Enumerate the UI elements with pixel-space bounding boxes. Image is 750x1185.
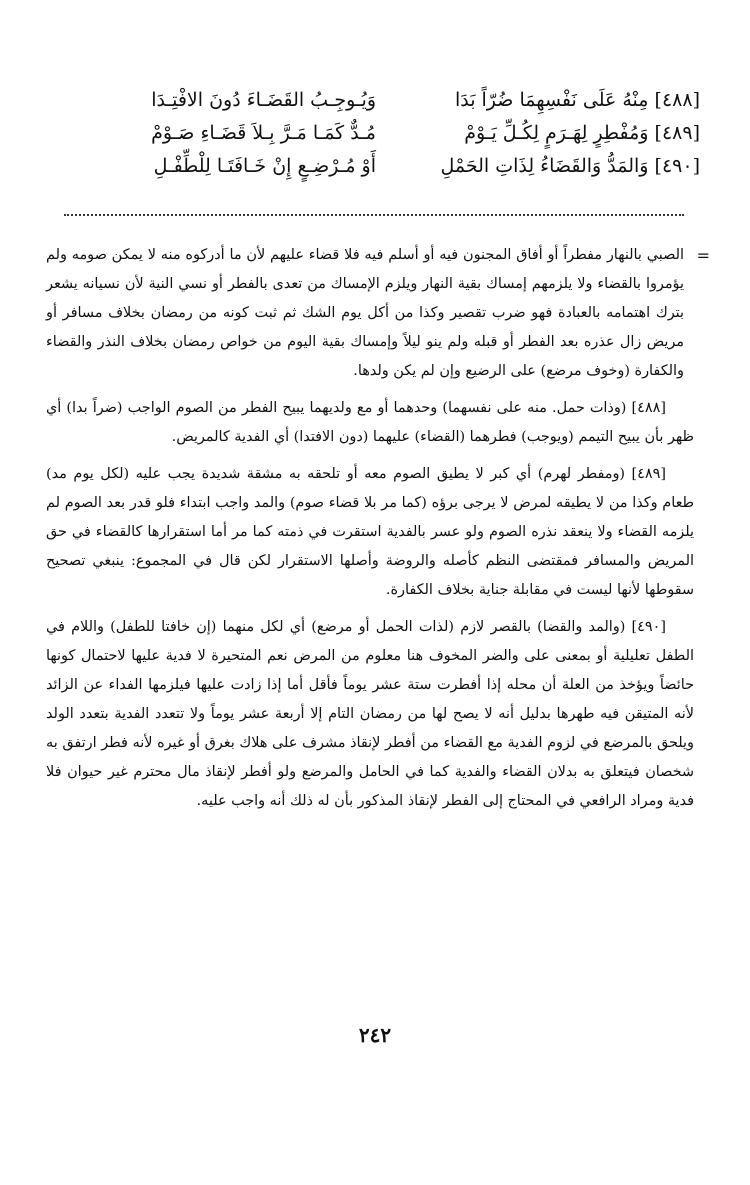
commentary	[46, 241, 710, 824]
dotted-divider	[64, 214, 684, 216]
verse-second-hemistich: أَوْ مُـرْضِـعٍ إِنْ خَـافَتَـا لِلْطِّفْـلِ	[153, 155, 376, 177]
verse-number: [٤٨٨]	[654, 89, 700, 111]
commentary-verse-489: [٤٨٩] (ومفطر لهرم) أي كبر لا يطيق الصوم معه أو تلحقه به مشقة شديدة يجب عليه (لكل يوم مد) طعام وكذا من لا يطيقه لمرض لا يرجى برؤه (كما مر بلا قضاء صوم) والمد واجب ابتداء فلو قدر بعد الصوم لم يلزمه القضاء ولا ينعقد نذره الصوم ولو عسر بالفدية استقرت في ذمته كما مر أما استقرارها كالقضاء في حق المريض والمسافر فمقتضى النظم كأصله والروضة وأصلها الاستقرار لكن قال في المجموع: ينبغي تصحيح سقوطها لأنها ليست في مقابلة جناية بخلاف الكفارة.	[46, 466, 694, 598]
page-number: ٢٤٢	[358, 1023, 392, 1047]
verse-line	[56, 117, 700, 150]
verse-line	[56, 150, 700, 183]
verse-first-hemistich	[380, 84, 700, 117]
verse-line	[56, 84, 700, 117]
verse-text: وَالمَدُّ وَالقَضَاءُ لِذَاتِ الحَمْلِ	[440, 155, 649, 177]
commentary-intro-text: الصبي بالنهار مفطراً أو أفاق المجنون فيه أو أسلم فيه فلا قضاء عليهم لأن ما أدركوه منه لا يمكن صومه ولم يؤمروا بالقضاء ولا يلزمهم إمساك بقية النهار ويلزم الإمساك من تعدى بالفطر أو نسي النية لأن نسيانه يشعر بترك اهتمامه بالعبادة فهو ضرب تقصير وكذا من أكل يوم الشك ثم ثبت كونه من رمضان بخلاف مسافر أو مريض زال عذره بعد الفطر أو قبله ولم ينو ليلاً وإمساك بقية اليوم من خواص رمضان بخلاف النذر والقضاء والكفارة (وخوف مرضع) على الرضيع وإن لم يكن ولدها.	[46, 247, 684, 379]
verse-text: مِنْهُ عَلَى نَفْسِهِمَا ضُرّاً بَدَا	[454, 89, 649, 111]
verse-block	[56, 84, 700, 183]
commentary-verse-488: [٤٨٨] (وذات حمل. منه على نفسهما) وحدهما أو مع ولديهما يبيح الفطر من الصوم الواجب (ضراً بدا) أي ظهر بأن يبيح التيمم (ويوجب) فطرهما (القضاء) عليهما (دون الافتدا) أي الفدية كالمريض.	[46, 400, 694, 445]
verse-second-hemistich: وَيُـوجِـبُ القَضَـاءَ دُونَ الافْتِـدَا	[151, 89, 376, 111]
commentary-verse-490: [٤٩٠] (والمد والقضا) بالقصر لازم (لذات الحمل أو مرضع) أي لكل منهما (إن خافتا للطفل) واللام في الطفل تعليلية أو بمعنى على والضر المخوف هنا معلوم من المرض نعم المتحيرة لا فدية عليها لاحتمال كونها حائضاً ويؤخذ من العلة أن محله إذا أفطرت ستة عشر يوماً فأقل أما إذا زادت عليها فيلزمها الفداء عن الزائد لأنه المتيقن فيه طهرها بدليل أنه لا يصح لها من رمضان التام إلا أربعة عشر يوماً ولا تتعدد الفدية بتعدد الولد ويلحق بالمرضع في لزوم الفدية مع القضاء من أفطر لإنقاذ مشرف على هلاك بغرق أو غيره لأنه فطر ارتفق به شخصان فيتعلق به بدلان القضاء والفدية كما في الحامل والمرضع ولو أفطر لإنقاذ مال محترم غير حيوان فلا فدية ومراد الرافعي في المحتاج إلى الفطر لإنقاذ المذكور بأن له ذلك أنه واجب عليه.	[46, 619, 694, 809]
commentary-intro	[46, 241, 710, 386]
verse-text: وَمُفْطِرٍ لِهَـرَمٍ لِكُـلِّ يَـوْمْ	[464, 122, 649, 144]
verse-first-hemistich	[380, 117, 700, 150]
verse-number: [٤٩٠]	[654, 155, 700, 177]
verse-first-hemistich	[380, 150, 700, 183]
verse-second-hemistich: مُـدٌّ كَمَـا مَـرَّ بِـلاَ قَضَـاءِ صَـوْمْ	[151, 122, 376, 144]
continuation-mark: =	[696, 246, 710, 265]
verse-number: [٤٨٩]	[654, 122, 700, 144]
